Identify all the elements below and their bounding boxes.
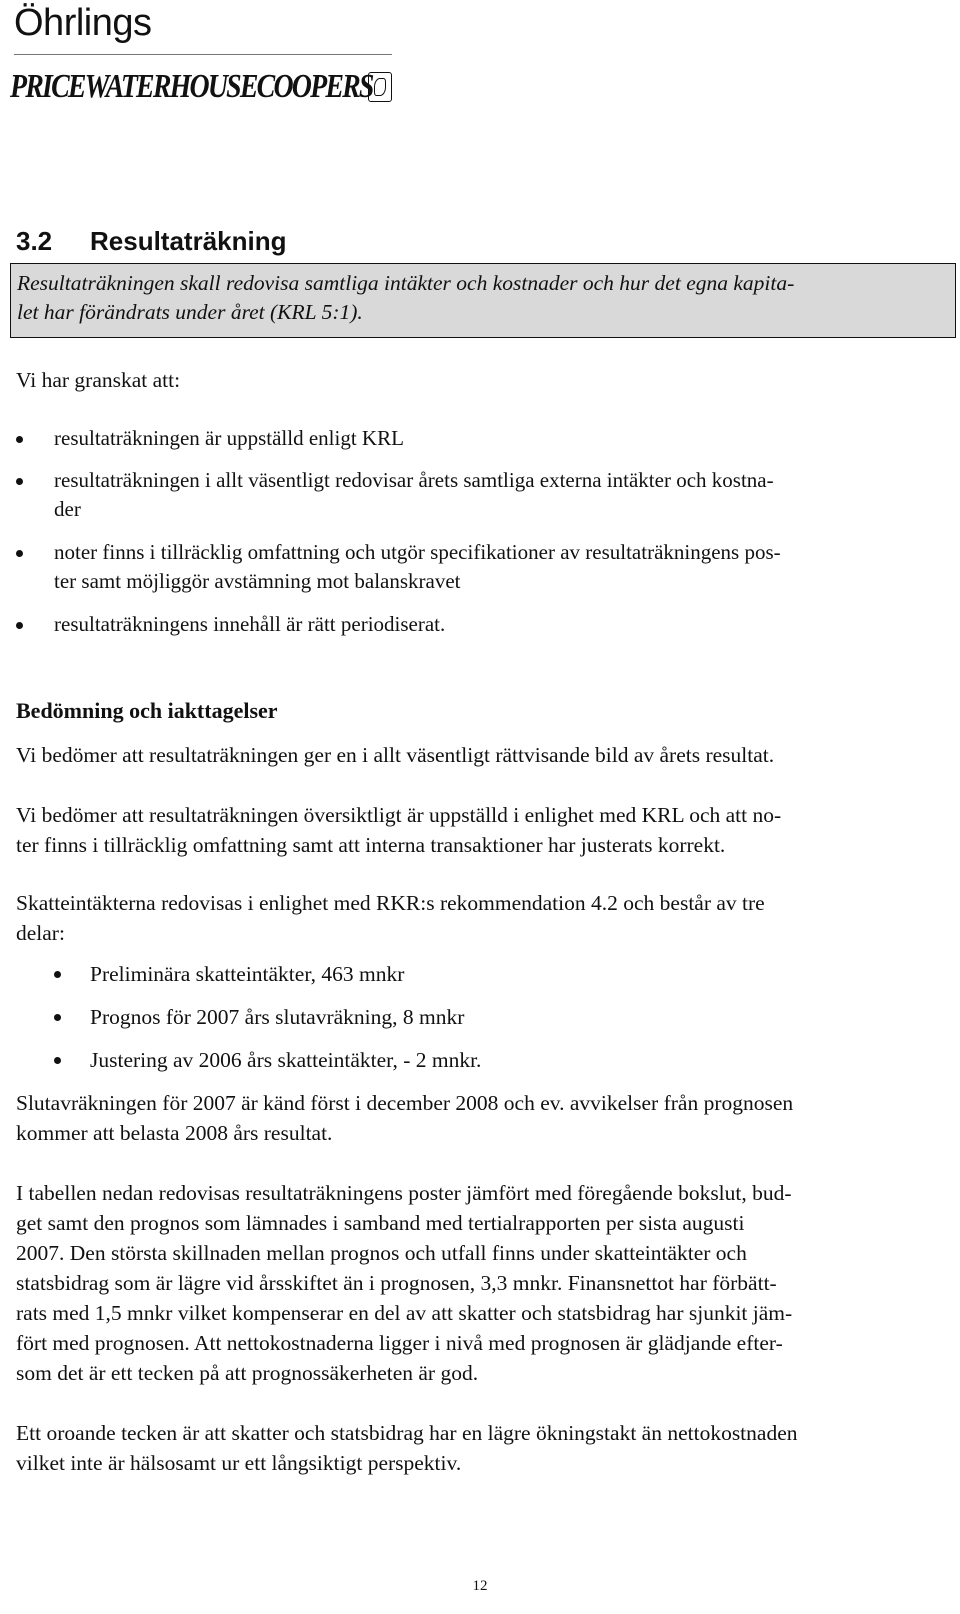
section-heading [16,226,287,257]
pricewaterhousecoopers-logo: PRICEWATERHOUSECOOPERS [10,68,373,105]
paragraph [16,1178,942,1388]
list-item-text: resultaträkningen i allt väsentligt redovisar årets samtliga externa intäkter och kostna- [54,468,774,492]
section-title: Resultaträkning [90,226,287,256]
list-item-text: Prognos för 2007 års slutavräkning, 8 mnkr [90,1005,465,1029]
review-list [14,424,914,652]
paragraph-line: statsbidrag som är lägre vid årsskiftet än i prognosen, 3,3 mnkr. Finansnettot har förbätt- [16,1271,777,1295]
paragraph-line: 2007. Den största skillnaden mellan prognos och utfall finns under skatteintäkter och [16,1241,747,1265]
list-item-text: resultaträkningen är uppställd enligt KRL [54,426,404,450]
list-item [14,424,914,453]
paragraph-line: get samt den prognos som lämnades i samband med tertialrapporten per sista augusti [16,1211,745,1235]
section-number: 3.2 [16,226,53,256]
paragraph-line: som det är ett tecken på att prognossäkerheten är god. [16,1361,479,1385]
paragraph [16,800,942,860]
list-item-text: Preliminära skatteintäkter, 463 mnkr [90,962,405,986]
paragraph-line: Vi bedömer att resultaträkningen översiktligt är uppställd i enlighet med KRL och att no- [16,803,782,827]
review-intro: Vi har granskat att: [16,368,181,392]
list-item [52,959,912,989]
paragraph-line: kommer att belasta 2008 års resultat. [16,1121,333,1145]
paragraph [16,888,942,948]
list-item-text: Justering av 2006 års skatteintäkter, - 2 mnkr. [90,1048,482,1072]
paragraph: Vi bedömer att resultaträkningen ger en i allt väsentligt rättvisande bild av årets resultat. [16,743,775,767]
paragraph-line: rats med 1,5 mnkr vilket kompenserar en del av att skatter och statsbidrag har sjunkit jäm- [16,1301,793,1325]
assessment-heading: Bedömning och iakttagelser [16,698,278,723]
list-item [52,1045,912,1075]
criteria-line: Resultaträkningen skall redovisa samtliga intäkter och kostnader och hur det egna kapita- [17,271,795,295]
list-item-text: resultaträkningens innehåll är rätt periodiserat. [54,612,446,636]
criteria-line: let har förändrats under året (KRL 5:1). [17,300,363,324]
list-item [14,538,914,596]
paragraph-line: delar: [16,921,65,945]
paragraph-line: Skatteintäkterna redovisas i enlighet med RKR:s rekommendation 4.2 och består av tre [16,891,765,915]
list-item-text: der [54,497,81,521]
list-item [52,1002,912,1032]
paragraph-line: Ett oroande tecken är att skatter och statsbidrag har en lägre ökningstakt än nettokostnaden [16,1421,798,1445]
paragraph [16,1418,942,1478]
pwc-emblem-icon [368,72,392,102]
list-item [14,466,914,524]
page-number: 12 [472,1578,488,1594]
tax-revenue-list [52,959,912,1088]
paragraph-line: Slutavräkningen för 2007 är känd först i december 2008 och ev. avvikelser från prognosen [16,1091,794,1115]
paragraph-line: I tabellen nedan redovisas resultaträkningens poster jämfört med föregående bokslut, bud- [16,1181,792,1205]
criteria-box [10,263,956,338]
paragraph-line: vilket inte är hälsosamt ur ett långsiktigt perspektiv. [16,1451,462,1475]
paragraph-line: ter finns i tillräcklig omfattning samt att interna transaktioner har justerats korrekt. [16,833,726,857]
paragraph [16,1088,942,1148]
list-item-text: noter finns i tillräcklig omfattning och utgör specifikationer av resultaträkningens pos- [54,540,781,564]
ohrlings-logo: Öhrlings [14,2,152,44]
header-divider [14,54,392,55]
list-item [14,610,914,639]
list-item-text: ter samt möjliggör avstämning mot balanskravet [54,569,461,593]
paragraph-line: fört med prognosen. Att nettokostnaderna ligger i nivå med prognosen är glädjande efter- [16,1331,783,1355]
